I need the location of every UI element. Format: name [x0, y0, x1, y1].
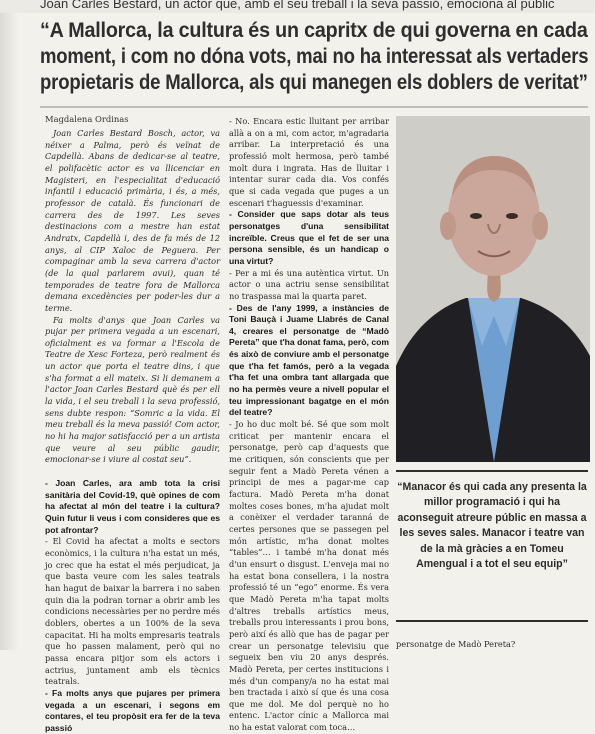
intro-paragraph-2: Fa molts d'anys que Joan Carles va pujar per primera vegada a un escenari, oficialment es va formar a l'Escola de Teatre de Xesc Forteza, però realment és un actor que porta el teatre dins, i que s'ha format a ell mateix. Si li demanem a l'actor Joan Carles Bestard què és per ell la vida, i el seu treball i la seva professió, sens dubte respon: “Somric a la vida. El meu treball és la meva passió! Com actor, no hi ha major satisfacció per a un artista que veure al seu públic gaudir, emocionar-se i viure al costat seu”. [45, 314, 220, 465]
headline-line-2: moment, i com no dóna vots, mai no ha interessat als vertaders [40, 45, 589, 68]
top-cropped-text: Joan Carles Bestard, un actor que, amb el seu treball i la seva passió, emociona al públic [40, 0, 555, 11]
page-gutter-shadow [0, 0, 18, 650]
article-column-1 [45, 128, 220, 733]
headline-rule [40, 106, 588, 108]
answer-1: - El Covid ha afectat a molts e sectors econòmics, i la cultura n'ha estat un més, jo crec que ha estat el més perjudicat, ja que basta veure com les sales teatrals han hagut de baixar la barrera i no saben quin dia la podran tornar a obrir amb les condicions necessàries per no perdre més doblers, obertes a un 100% de la seva capacitat. Hi ha molts empresaris teatrals que ho passen malament, però qui no passa encara pitjor som els actors i actrius, juntament amb els tècnics teatrals. [45, 536, 220, 687]
answer-3: - Per a mi és una autèntica virtut. Un actor o una actriu sense sensibilitat no traspassa mai la quarta paret. [229, 267, 389, 301]
intro-text: actor, va néixer a Palma, però és veïnat de Capdellà. Abans de dedicar-se al teatre, el polifacètic actor es va llicenciar en Magisteri, en l'especialitat d'educació infantil i educació primària, i és, a més, professor de català. És funcionari de carrera des de 1997. Les seves destinacions com a mestre han estat Andratx, Capdellà i, des de fa més de 12 anys, al CIP Xaloc de Peguera. Per compaginar amb la seva carrera d'actor (de la qual parlarem avui), quan té temporades de teatre fora de Mallorca demana excedències per poder-les dur a terme. [45, 128, 220, 313]
intro-name: Joan Carles Bestard Bosch, [53, 128, 176, 138]
headline-line-3: propietaris de Mallorca, als qui manegen els doblers de veritat” [40, 71, 588, 94]
question-3: - Consider que saps dotar als teus personatges d'una sensibilitat increïble. Creus que el fet de ser una persona sensible, és un handicap o una virtut? [229, 209, 389, 266]
question-2: - Fa molts anys que pujares per primera vegada a un escenari, i segons em contares, el teu propòsit era fer de la teva passió [45, 687, 220, 733]
headline-line-1: “A Mallorca, la cultura és un capritx de qui governa en cada [40, 19, 588, 42]
pull-quote [396, 470, 588, 622]
column-3-text: personatge de Madò Pereta? [396, 639, 516, 649]
top-cropped-line [0, 0, 595, 13]
question-4: - Des de l'any 1999, a instàncies de Toni Bauçà i Juame Llabrés de Canal 4, creares el personatge de “Madò Pereta” que t'ha donat fama, però, com és això de conviure amb el personatge que t'ha fet famós, però a la vegada t'ha fet una ombra tant allargada que no ha permès veure a nivell popular el teu impressionant bagatge en el món del teatre? [229, 302, 389, 418]
portrait-photo [396, 116, 590, 462]
answer-2: - No. Encara estic lluitant per arribar allà a on a mi, com actor, m'agradaria arribar. La interpretació és una professió molt hermosa, però també molt dura i ingrata. Has de lluitar i intentar surar cada dia. Vos confés que si cada vegada que puges a un escenari t'haguessis d'examinar. [229, 116, 389, 208]
article-column-3 [396, 639, 588, 650]
pull-quote-text: “Manacor és qui cada any presenta la millor programació i qui ha aconseguit atreure públic en massa a les seves sales. Manacor i teatre van de la mà gràcies a en Tomeu Amengual i a tot el seu equip” [397, 481, 587, 571]
headline [40, 18, 588, 96]
portrait-illustration [396, 116, 590, 462]
article-column-2 [229, 116, 389, 733]
answer-4: - Jo ho duc molt bé. Sé que som molt criticat per mantenir encara el personatge, però cap d'aquests que me critiquen, són conscients que per seguir fent a Madò Pereta vénen a principi de mes a pagar-me cap factura. Madò Pereta m'ha donat moltes coses bones, m'ha ajudat molt a conèixer el verdader taranná de certes persones que se passegen pel món artístic, m'ha donat moltes “tables”… i també m'ha donat més d'un ensurt o disgust. L'enveja mai no ha estat bona consellera, i la nostra professió té un “ego” enorme. És vera que Madò Pereta m'ha tapat molts d'altres treballs artístics meus, treballs prou interessants i prou bons, però així és allò que has de pagar per crear un personatge televisiu que segueix ben viu 20 anys després. Madò Pereta, per certes institucions i més d'un company/a no ha estat mai ben tractada i això sí que és una cosa que me dol. Me dol perquè no ho entenc. L'actor cínic a Mallorca mai no ha estat valorat com toca… [229, 419, 389, 733]
question-1: - Joan Carles, ara amb tota la crisi sanitària del Covid-19, què opines de com ha afectat al món del teatre i la cultura? Quin futur li veus i com consideres que es pot afrontar? [45, 478, 220, 535]
intro-paragraph [45, 128, 220, 315]
byline: Magdalena Ordinas [45, 114, 129, 124]
